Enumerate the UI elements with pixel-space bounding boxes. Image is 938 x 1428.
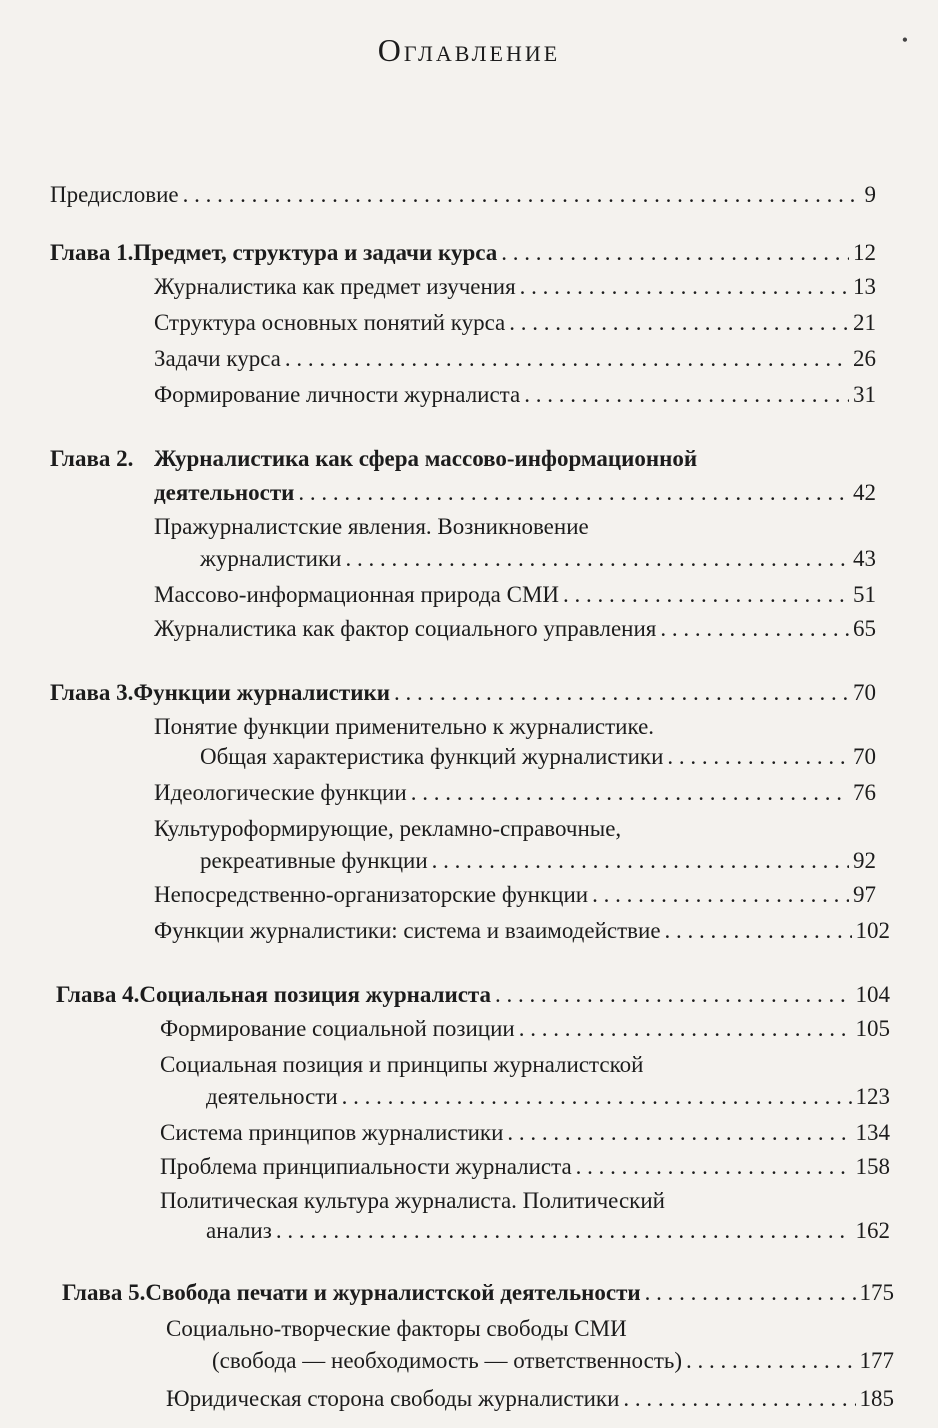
corner-mark: • [901, 30, 908, 50]
dot-leader [592, 880, 849, 910]
toc-page-number: 76 [853, 780, 876, 805]
section-title-line1: Культуроформирующие, рекламно-справочные, [154, 816, 622, 841]
toc-page-number: 13 [853, 274, 876, 299]
toc-page-number: 175 [859, 1280, 894, 1305]
toc-section[interactable] [154, 272, 876, 302]
toc-section[interactable] [154, 308, 876, 338]
toc-chapter-2[interactable] [154, 478, 876, 508]
toc-section[interactable] [154, 778, 876, 808]
toc-page-number: 162 [855, 1218, 890, 1243]
chapter-label: Глава 5. [62, 1280, 146, 1305]
toc-page-number: 134 [855, 1120, 890, 1145]
toc-section[interactable] [160, 1118, 890, 1148]
section-title: Формирование личности журналиста [154, 382, 521, 407]
chapter-label: Глава 3. [50, 680, 134, 705]
section-title: журналистики [200, 546, 342, 571]
chapter-title: Журналистика как сфера массово-информационной [154, 446, 698, 471]
toc-page-number: 70 [853, 744, 876, 769]
dot-leader [665, 916, 852, 946]
toc-page-number: 158 [855, 1154, 890, 1179]
section-title: Идеологические функции [154, 780, 407, 805]
section-title: Непосредственно-организаторские функции [154, 882, 589, 907]
section-title-line1: Политическая культура журналиста. Политический [160, 1188, 665, 1213]
section-title: Общая характеристика функций журналистики [200, 744, 664, 769]
chapter-title: Предмет, структура и задачи курса [133, 240, 498, 265]
section-title: Система принципов журналистики [160, 1120, 504, 1145]
dot-leader [524, 380, 849, 410]
dot-leader [576, 1152, 852, 1182]
section-title-line1: Пражурналистские явления. Возникновение [154, 514, 589, 539]
section-title-line1: Социально-творческие факторы свободы СМИ [166, 1316, 627, 1341]
section-title: Массово-информационная природа СМИ [154, 582, 560, 607]
toc-chapter-5[interactable] [62, 1278, 894, 1308]
toc-page-number: 42 [853, 480, 876, 505]
section-title: деятельности [206, 1084, 338, 1109]
dot-leader [660, 614, 849, 644]
dot-leader [519, 1014, 852, 1044]
toc-page-number: 177 [859, 1348, 894, 1373]
section-title: анализ [206, 1218, 272, 1243]
section-title: рекреативные функции [200, 848, 428, 873]
dot-leader [345, 544, 849, 574]
section-title: Проблема принципиальности журналиста [160, 1154, 572, 1179]
toc-page-number: 105 [855, 1016, 890, 1041]
toc-page-number: 26 [853, 346, 876, 371]
chapter-title-continued: деятельности [154, 480, 295, 505]
dot-leader [667, 742, 849, 772]
dot-leader [520, 272, 849, 302]
toc-section[interactable] [154, 580, 876, 610]
section-title: Юридическая сторона свободы журналистики [166, 1386, 620, 1411]
dot-leader [342, 1082, 852, 1112]
dot-leader [276, 1216, 852, 1246]
dot-leader [183, 180, 861, 210]
toc-section[interactable] [154, 880, 876, 910]
dot-leader [507, 1118, 851, 1148]
dot-leader [686, 1346, 855, 1376]
section-title: Журналистика как предмет изучения [154, 274, 516, 299]
section-title: Задачи курса [154, 346, 281, 371]
toc-section[interactable] [212, 1346, 894, 1376]
section-title-line1: Социальная позиция и принципы журналистской [160, 1052, 644, 1077]
toc-page-number: 31 [853, 382, 876, 407]
toc-entry-preface[interactable] [50, 180, 876, 210]
chapter-title: Свобода печати и журналистской деятельности [145, 1280, 641, 1305]
toc-page-number: 92 [853, 848, 876, 873]
section-title: (свобода — необходимость — ответственность) [212, 1348, 683, 1373]
dot-leader [509, 308, 849, 338]
toc-section[interactable] [206, 1216, 890, 1246]
toc-page-number: 97 [853, 882, 876, 907]
section-title: Журналистика как фактор социального управления [154, 616, 657, 641]
toc-section[interactable] [166, 1384, 894, 1414]
dot-leader [285, 344, 849, 374]
dot-leader [645, 1278, 856, 1308]
toc-page-number: 185 [859, 1386, 894, 1411]
toc-page-number: 9 [864, 182, 876, 207]
dot-leader [432, 846, 849, 876]
toc-page-number: 51 [853, 582, 876, 607]
chapter-label: Глава 1. [50, 240, 134, 265]
toc-section[interactable] [154, 380, 876, 410]
dot-leader [394, 678, 849, 708]
toc-page-number: 70 [853, 680, 876, 705]
toc-section[interactable] [200, 544, 876, 574]
dot-leader [495, 980, 851, 1010]
toc-chapter-3[interactable] [50, 678, 876, 708]
chapter-title: Функции журналистики [133, 680, 390, 705]
chapter-label: Глава 2. [50, 446, 134, 471]
toc-section[interactable] [160, 1152, 890, 1182]
section-title-line1: Понятие функции применительно к журналистике. [154, 714, 655, 739]
toc-chapter-1[interactable] [50, 238, 876, 268]
dot-leader [298, 478, 849, 508]
toc-section[interactable] [160, 1014, 890, 1044]
toc-section[interactable] [200, 846, 876, 876]
chapter-title: Социальная позиция журналиста [139, 982, 492, 1007]
toc-page-number: 12 [853, 240, 876, 265]
toc-page-number: 123 [855, 1084, 890, 1109]
chapter-label: Глава 4. [56, 982, 140, 1007]
toc-section[interactable] [154, 344, 876, 374]
toc-chapter-2-line1[interactable] [50, 444, 697, 474]
toc-page-number: 104 [855, 982, 890, 1007]
toc-page-number: 102 [855, 918, 890, 943]
toc-page-number: 43 [853, 546, 876, 571]
toc-chapter-4[interactable] [56, 980, 890, 1010]
toc-section[interactable] [154, 916, 890, 946]
toc-page-number: 21 [853, 310, 876, 335]
section-title: Формирование социальной позиции [160, 1016, 515, 1041]
page-title: Оглавление [377, 32, 561, 68]
toc-section[interactable] [154, 614, 876, 644]
toc-section[interactable] [200, 742, 876, 772]
toc-entry-title: Предисловие [50, 182, 179, 207]
section-title: Структура основных понятий курса [154, 310, 506, 335]
dot-leader [411, 778, 849, 808]
toc-section[interactable] [206, 1082, 890, 1112]
dot-leader [501, 238, 849, 268]
dot-leader [563, 580, 849, 610]
toc-page-number: 65 [853, 616, 876, 641]
dot-leader [623, 1384, 855, 1414]
section-title: Функции журналистики: система и взаимодействие [154, 918, 661, 943]
